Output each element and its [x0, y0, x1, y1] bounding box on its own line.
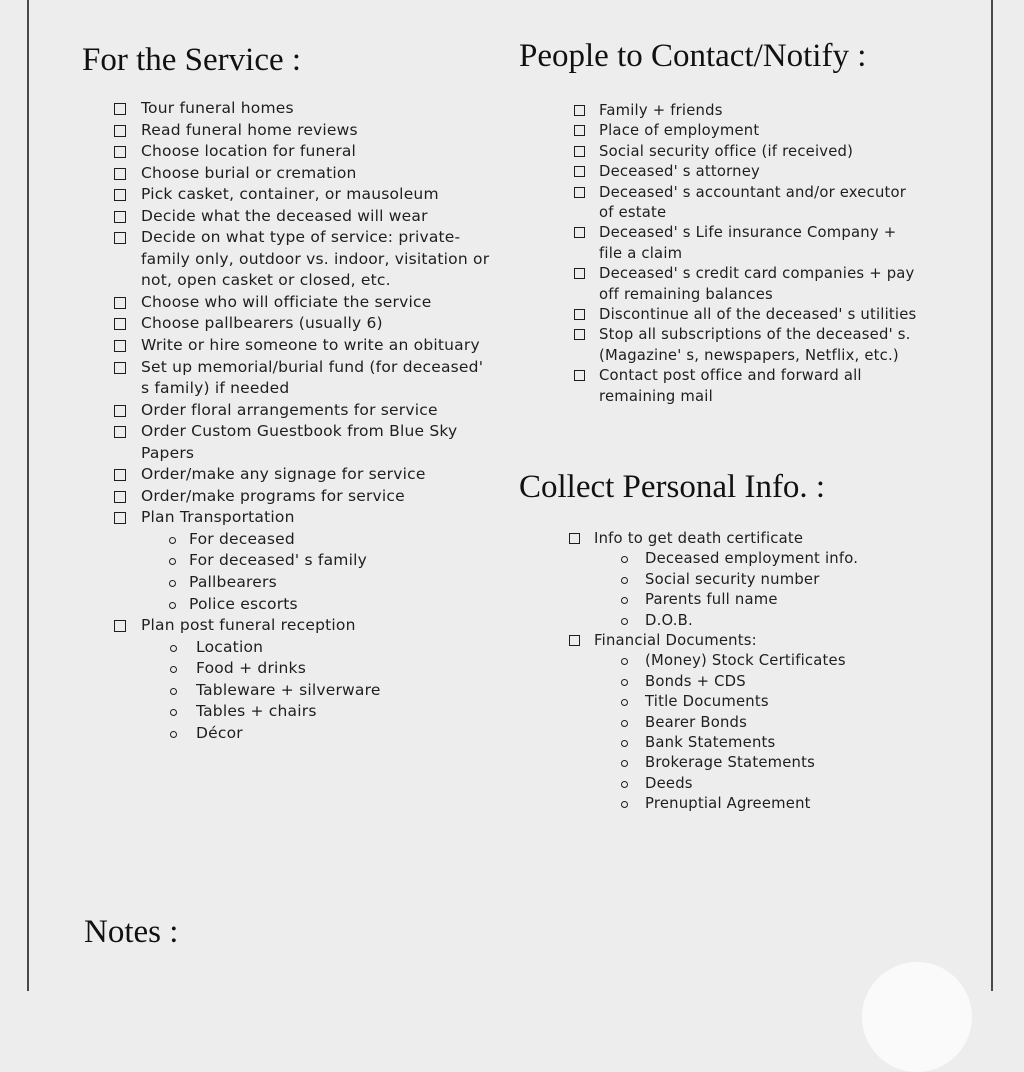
checklist-item[interactable]: Family + friends [574, 101, 919, 121]
checklist-item[interactable]: Financial Documents: [569, 631, 914, 651]
checklist-item[interactable]: Info to get death certificate [569, 529, 914, 549]
sub-list-item: Parents full name [569, 590, 914, 610]
checklist-item[interactable]: Pick casket, container, or mausoleum [114, 184, 494, 206]
checklist-item[interactable]: Deceased' s Life insurance Company + file a claim [574, 223, 919, 264]
checklist-item[interactable]: Discontinue all of the deceased' s utilities [574, 305, 919, 325]
sub-list-item: Police escorts [114, 594, 494, 616]
sub-list-item: (Money) Stock Certificates [569, 651, 914, 671]
checklist-item[interactable]: Choose location for funeral [114, 141, 494, 163]
checklist-item[interactable]: Write or hire someone to write an obituary [114, 335, 494, 357]
checklist-item[interactable]: Place of employment [574, 121, 919, 141]
page-border-right [991, 0, 993, 991]
sub-list-item: Brokerage Statements [569, 753, 914, 773]
checklist-item[interactable]: Choose pallbearers (usually 6) [114, 313, 494, 335]
sub-list-item: Prenuptial Agreement [569, 794, 914, 814]
service-heading: For the Service : [82, 42, 302, 78]
checklist-item[interactable]: Stop all subscriptions of the deceased' s. (Magazine' s, newspapers, Netflix, etc.) [574, 325, 919, 366]
checklist-item[interactable]: Read funeral home reviews [114, 120, 494, 142]
checklist-item[interactable]: Choose who will officiate the service [114, 292, 494, 314]
checklist-item[interactable]: Contact post office and forward all remaining mail [574, 366, 919, 407]
sub-list-item: For deceased [114, 529, 494, 551]
sub-list-item: Bank Statements [569, 733, 914, 753]
corner-overlay [862, 962, 972, 1072]
sub-list-item: Deceased employment info. [569, 549, 914, 569]
sub-list-item: Tables + chairs [114, 701, 494, 723]
sub-list-item: Pallbearers [114, 572, 494, 594]
contact-checklist [574, 101, 919, 407]
contact-heading: People to Contact/Notify : [519, 38, 867, 74]
checklist-item[interactable]: Deceased' s accountant and/or executor of estate [574, 183, 919, 224]
sub-list-item: Bonds + CDS [569, 672, 914, 692]
checklist-item[interactable]: Set up memorial/burial fund (for deceased' s family) if needed [114, 357, 494, 400]
sub-list-item: Title Documents [569, 692, 914, 712]
checklist-item[interactable]: Choose burial or cremation [114, 163, 494, 185]
sub-list-item: D.O.B. [569, 611, 914, 631]
checklist-item[interactable]: Plan Transportation [114, 507, 494, 529]
sub-list-item: Food + drinks [114, 658, 494, 680]
personal-info-checklist [569, 529, 914, 815]
personal-info-heading: Collect Personal Info. : [519, 469, 826, 505]
checklist-item[interactable]: Deceased' s credit card companies + pay off remaining balances [574, 264, 919, 305]
checklist-item[interactable]: Social security office (if received) [574, 142, 919, 162]
sub-list-item: Tableware + silverware [114, 680, 494, 702]
service-checklist [114, 98, 494, 744]
checklist-item[interactable]: Deceased' s attorney [574, 162, 919, 182]
checklist-item[interactable]: Plan post funeral reception [114, 615, 494, 637]
sub-list-item: Décor [114, 723, 494, 745]
sub-list-item: Location [114, 637, 494, 659]
sub-list-item: Social security number [569, 570, 914, 590]
notes-heading: Notes : [84, 914, 179, 950]
checklist-item[interactable]: Order/make programs for service [114, 486, 494, 508]
checklist-item[interactable]: Tour funeral homes [114, 98, 494, 120]
sub-list-item: Deeds [569, 774, 914, 794]
checklist-item[interactable]: Order/make any signage for service [114, 464, 494, 486]
checklist-item[interactable]: Order Custom Guestbook from Blue Sky Papers [114, 421, 494, 464]
page-border-left [27, 0, 29, 991]
checklist-item[interactable]: Order floral arrangements for service [114, 400, 494, 422]
sub-list-item: Bearer Bonds [569, 713, 914, 733]
sub-list-item: For deceased' s family [114, 550, 494, 572]
checklist-item[interactable]: Decide on what type of service: private-family only, outdoor vs. indoor, visitation or not, open casket or closed, etc. [114, 227, 494, 292]
checklist-item[interactable]: Decide what the deceased will wear [114, 206, 494, 228]
